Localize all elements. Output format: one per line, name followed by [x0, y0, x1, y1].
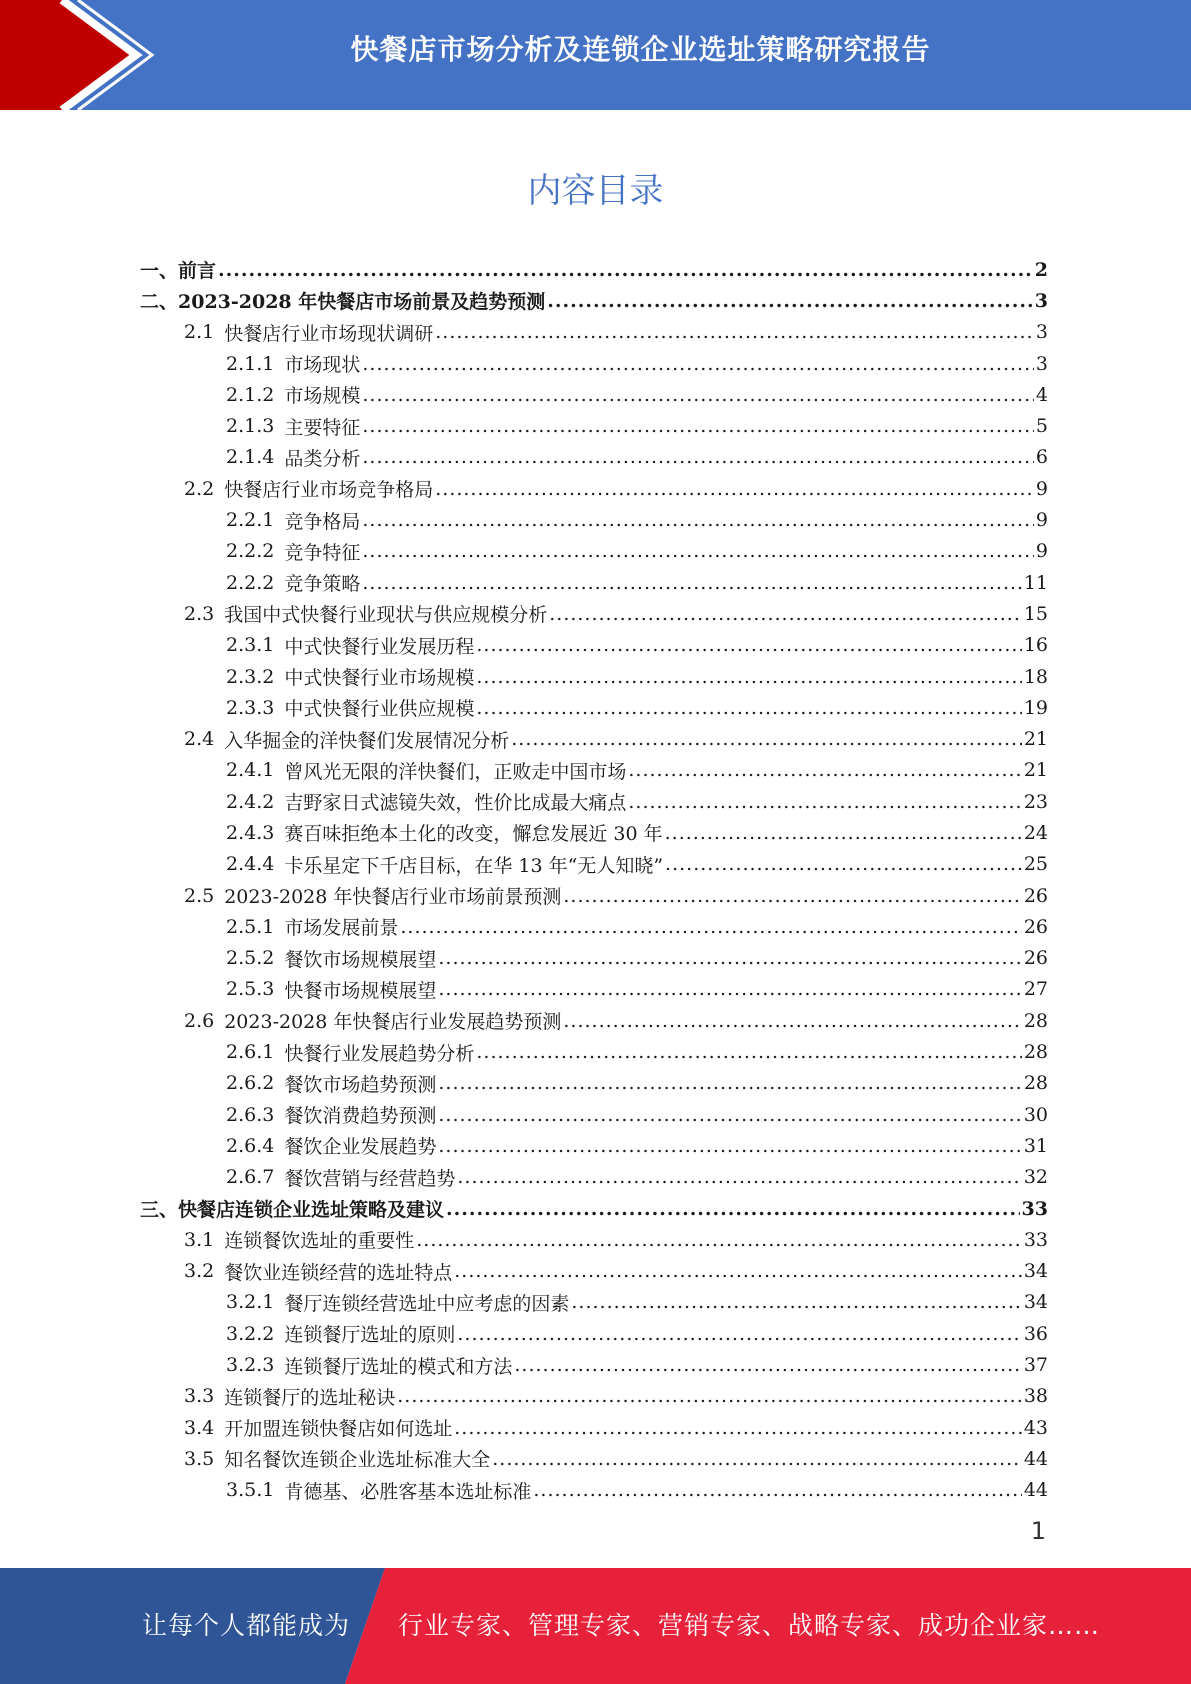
toc-entry-label: 我国中式快餐行业现状与供应规模分析 [224, 604, 548, 627]
toc-entry-number: 2.4.4 [226, 853, 275, 876]
toc-entry[interactable] [140, 442, 1048, 473]
toc-entry-page: 34 [1023, 1291, 1048, 1314]
toc-dot-leader [438, 1072, 1021, 1094]
toc-dot-leader [514, 1354, 1021, 1376]
toc-entry-number: 2.6 [184, 1009, 215, 1032]
toc-entry[interactable] [140, 473, 1048, 504]
toc-dot-leader [665, 822, 1022, 844]
toc-entry-label: 餐饮业连锁经营的选址特点 [224, 1261, 453, 1284]
toc-entry[interactable] [140, 786, 1048, 817]
toc-entry-label: 知名餐饮连锁企业选址标准大全 [224, 1449, 491, 1472]
toc-entry-page: 36 [1023, 1322, 1048, 1345]
toc-entry[interactable] [140, 1349, 1048, 1380]
toc-dot-leader [563, 1010, 1021, 1032]
toc-entry-page: 19 [1023, 696, 1048, 719]
toc-entry-number: 3.2.3 [226, 1354, 275, 1377]
toc-entry[interactable] [140, 1224, 1048, 1255]
toc-entry-label: 餐饮营销与经营趋势 [284, 1167, 456, 1190]
toc-dot-leader [492, 1448, 1022, 1470]
toc-entry-number: 2.6.2 [226, 1072, 275, 1095]
toc-entry-number: 2.3.1 [226, 634, 275, 657]
toc-entry[interactable] [140, 817, 1048, 848]
toc-entry[interactable] [140, 692, 1048, 723]
toc-entry-number: 2.1.3 [226, 415, 275, 438]
toc-entry-page: 28 [1023, 1041, 1048, 1064]
page-header [0, 0, 1191, 110]
toc-entry-page: 11 [1023, 571, 1048, 594]
toc-entry-label: 市场现状 [284, 354, 361, 377]
toc-entry-page: 26 [1023, 884, 1048, 907]
toc-entry[interactable] [140, 974, 1048, 1005]
toc-dot-leader [457, 1323, 1021, 1345]
toc-entry-page: 21 [1023, 728, 1048, 751]
page-footer [0, 1568, 1191, 1684]
toc-entry-page: 3 [1035, 352, 1048, 375]
toc-dot-leader [362, 353, 1034, 375]
toc-entry-label: 餐饮消费趋势预测 [284, 1105, 437, 1128]
toc-dot-leader [533, 1479, 1021, 1501]
toc-entry[interactable] [140, 285, 1048, 316]
toc-entry-number: 2.1 [184, 321, 215, 344]
toc-dot-leader [476, 666, 1021, 688]
toc-entry-label: 餐厅连锁经营选址中应考虑的因素 [284, 1292, 570, 1315]
toc-entry-number: 2.3.2 [226, 665, 275, 688]
toc-entry[interactable] [140, 348, 1048, 379]
toc-entry-label: 市场规模 [284, 385, 361, 408]
toc-entry-label: 餐饮企业发展趋势 [284, 1136, 437, 1159]
toc-dot-leader [628, 759, 1021, 781]
toc-dot-leader [218, 259, 1033, 281]
toc-entry-label: 主要特征 [284, 416, 361, 439]
toc-dot-leader [476, 697, 1021, 719]
toc-entry-number: 2.1.2 [226, 383, 275, 406]
footer-slogan-right: 行业专家、管理专家、营销专家、战略专家、成功企业家…… [398, 1611, 1101, 1640]
toc-entry-label: 快餐店行业市场竞争格局 [224, 479, 434, 502]
toc-entry-number: 3.2 [184, 1260, 215, 1283]
footer-slogan-left: 让每个人都能成为 [142, 1611, 351, 1640]
chevron-fill [0, 0, 136, 110]
toc-entry-page: 38 [1023, 1385, 1048, 1408]
toc-entry-number: 2.4.2 [226, 790, 275, 813]
toc-entry[interactable] [140, 943, 1048, 974]
toc-dot-leader [362, 509, 1034, 531]
toc-entry-label: 竞争策略 [284, 573, 361, 596]
toc-dot-leader [438, 978, 1021, 1000]
toc-entry-page: 26 [1023, 947, 1048, 970]
toc-dot-leader [400, 916, 1021, 938]
toc-entry-page: 9 [1035, 477, 1048, 500]
toc-entry-label: 中式快餐行业供应规模 [284, 698, 475, 721]
toc-entry-label: 餐饮市场规模展望 [284, 948, 437, 971]
toc-entry-number: 2.5.1 [226, 915, 275, 938]
toc-entry-page: 23 [1023, 790, 1048, 813]
toc-entry[interactable] [140, 755, 1048, 786]
toc-dot-leader [362, 540, 1034, 562]
toc-entry-label: 竞争特征 [284, 541, 361, 564]
toc-entry-page: 4 [1035, 383, 1048, 406]
table-of-contents [140, 254, 1048, 1506]
toc-entry-label: 中式快餐行业市场规模 [284, 667, 475, 689]
toc-entry-label: 快餐店行业市场现状调研 [224, 322, 434, 345]
toc-entry-label: 连锁餐厅选址的原则 [284, 1324, 456, 1347]
toc-entry-label: 连锁餐厅的选址秘诀 [224, 1386, 396, 1409]
toc-entry-number: 3.1 [184, 1228, 215, 1251]
toc-entry[interactable] [140, 1036, 1048, 1067]
toc-dot-leader [457, 1166, 1021, 1188]
toc-entry-number: 3.3 [184, 1385, 215, 1408]
toc-entry-label: 市场发展前景 [284, 917, 399, 940]
toc-entry-label: 三、快餐店连锁企业选址策略及建议 [140, 1199, 445, 1222]
toc-entry[interactable] [140, 1193, 1048, 1224]
toc-entry-number: 3.4 [184, 1416, 215, 1439]
toc-entry[interactable] [140, 1475, 1048, 1506]
red-chevron-icon [0, 0, 160, 110]
toc-dot-leader [571, 1291, 1021, 1313]
toc-entry-number: 2.4 [184, 728, 215, 751]
toc-entry-number: 3.2.2 [226, 1322, 275, 1345]
toc-entry-page: 31 [1023, 1134, 1048, 1157]
toc-entry-page: 26 [1023, 915, 1048, 938]
toc-entry-label: 连锁餐厅选址的模式和方法 [284, 1355, 513, 1378]
toc-entry-page: 9 [1035, 540, 1048, 563]
toc-entry-number: 2.6.4 [226, 1134, 275, 1157]
toc-entry-label: 一、前言 [140, 260, 217, 283]
toc-entry-page: 18 [1023, 665, 1048, 688]
toc-entry-label: 品类分析 [284, 447, 361, 470]
toc-entry-page: 21 [1023, 759, 1048, 782]
toc-dot-leader [438, 947, 1021, 969]
toc-entry-number: 2.6.3 [226, 1103, 275, 1126]
toc-entry-label: 快餐市场规模展望 [284, 979, 437, 1002]
toc-entry[interactable] [140, 1443, 1048, 1474]
toc-dot-leader [476, 1041, 1021, 1063]
toc-entry-page: 25 [1023, 853, 1048, 876]
toc-dot-leader [362, 572, 1021, 594]
toc-entry-number: 2.2.2 [226, 540, 275, 563]
toc-entry[interactable] [140, 1099, 1048, 1130]
toc-entry[interactable] [140, 1287, 1048, 1318]
toc-entry-page: 16 [1023, 634, 1048, 657]
toc-entry-number: 2.3.3 [226, 696, 275, 719]
toc-entry-number: 2.5.3 [226, 978, 275, 1001]
toc-entry-number: 2.5 [184, 884, 215, 907]
toc-dot-leader [454, 1417, 1022, 1439]
toc-dot-leader [665, 853, 1022, 875]
toc-entry[interactable] [140, 1162, 1048, 1193]
toc-entry-number: 2.1.1 [226, 352, 275, 375]
toc-entry-label: 竞争格局 [284, 510, 361, 533]
toc-entry-page: 27 [1023, 978, 1048, 1001]
toc-dot-leader [511, 728, 1022, 750]
toc-entry[interactable] [140, 1005, 1048, 1036]
toc-entry-label: 快餐行业发展趋势分析 [284, 1042, 475, 1065]
toc-entry[interactable] [140, 849, 1048, 880]
toc-entry-page: 37 [1023, 1354, 1048, 1377]
toc-dot-leader [563, 885, 1021, 907]
toc-dot-leader [446, 1198, 1020, 1220]
toc-entry-page: 3 [1034, 289, 1048, 312]
toc-entry-number: 2.1.4 [226, 446, 275, 469]
toc-entry[interactable] [140, 1318, 1048, 1349]
toc-dot-leader [438, 1104, 1021, 1126]
toc-entry[interactable] [140, 1412, 1048, 1443]
toc-entry[interactable] [140, 723, 1048, 754]
toc-entry[interactable] [140, 567, 1048, 598]
toc-entry[interactable] [140, 504, 1048, 535]
toc-heading: 内容目录 [527, 171, 664, 211]
toc-entry[interactable] [140, 1256, 1048, 1287]
toc-entry-label: 吉野家日式滤镜失效，性价比成最大痛点 [284, 792, 627, 815]
toc-entry-label: 中式快餐行业发展历程 [284, 635, 475, 658]
toc-entry[interactable] [140, 1068, 1048, 1099]
toc-entry-page: 3 [1035, 321, 1048, 344]
toc-entry[interactable] [140, 254, 1048, 285]
toc-entry-page: 2 [1034, 258, 1048, 281]
toc-entry-label: 曾风光无限的洋快餐们，正败走中国市场 [284, 760, 627, 783]
toc-entry[interactable] [140, 911, 1048, 942]
toc-entry-number: 2.4.3 [226, 821, 275, 844]
toc-entry-number: 3.2.1 [226, 1291, 275, 1314]
toc-entry-number: 2.2.1 [226, 509, 275, 532]
toc-dot-leader [628, 791, 1021, 813]
page-number: 1 [1030, 1517, 1046, 1545]
toc-entry-label: 餐饮市场趋势预测 [284, 1073, 437, 1096]
toc-entry-label: 卡乐星定下千店目标，在华 13 年“无人知晓” [284, 854, 664, 877]
toc-entry-number: 2.3 [184, 602, 215, 625]
toc-dot-leader [438, 1135, 1021, 1157]
toc-entry[interactable] [140, 379, 1048, 410]
toc-dot-leader [397, 1385, 1022, 1407]
toc-dot-leader [362, 384, 1034, 406]
toc-entry[interactable] [140, 536, 1048, 567]
toc-entry-page: 24 [1023, 821, 1048, 844]
toc-entry-page: 33 [1023, 1228, 1048, 1251]
toc-entry-page: 30 [1023, 1103, 1048, 1126]
report-title: 快餐店市场分析及连锁企业选址策略研究报告 [350, 33, 931, 66]
toc-dot-leader [416, 1229, 1022, 1251]
toc-entry-page: 28 [1023, 1072, 1048, 1095]
toc-dot-leader [362, 415, 1034, 437]
toc-entry-number: 2.6.1 [226, 1041, 275, 1064]
toc-dot-leader [547, 290, 1033, 312]
toc-entry[interactable] [140, 317, 1048, 348]
toc-entry-label: 2023-2028 年快餐店行业发展趋势预测 [224, 1011, 562, 1034]
toc-entry[interactable] [140, 880, 1048, 911]
toc-dot-leader [454, 1260, 1022, 1282]
toc-entry-label: 2023-2028 年快餐店行业市场前景预测 [224, 886, 562, 909]
toc-dot-leader [549, 603, 1022, 625]
toc-entry-page: 6 [1035, 446, 1048, 469]
toc-entry[interactable] [140, 1381, 1048, 1412]
toc-entry-label: 开加盟连锁快餐店如何选址 [224, 1418, 453, 1441]
toc-entry-number: 2.6.7 [226, 1166, 275, 1189]
toc-entry-page: 34 [1023, 1260, 1048, 1283]
toc-entry-number: 2.2 [184, 477, 215, 500]
toc-entry-page: 9 [1035, 509, 1048, 532]
toc-entry-number: 3.5 [184, 1447, 215, 1470]
toc-dot-leader [362, 446, 1034, 468]
toc-entry-label: 连锁餐饮选址的重要性 [224, 1230, 415, 1253]
toc-entry[interactable] [140, 661, 1048, 692]
toc-entry-page: 32 [1023, 1166, 1048, 1189]
toc-entry-page: 44 [1023, 1447, 1048, 1470]
toc-entry-label: 入华掘金的洋快餐们发展情况分析 [224, 729, 510, 752]
toc-entry-page: 44 [1023, 1479, 1048, 1502]
toc-entry[interactable] [140, 630, 1048, 661]
toc-dot-leader [435, 478, 1034, 500]
toc-entry-label: 二、2023-2028 年快餐店市场前景及趋势预测 [140, 291, 546, 314]
toc-entry[interactable] [140, 410, 1048, 441]
toc-entry-number: 3.5.1 [226, 1479, 275, 1502]
toc-entry-page: 5 [1035, 415, 1048, 438]
toc-entry-label: 赛百味拒绝本土化的改变，懈怠发展近 30 年 [284, 823, 663, 846]
toc-entry-page: 28 [1023, 1009, 1048, 1032]
toc-entry[interactable] [140, 598, 1048, 629]
toc-entry-number: 2.2.2 [226, 571, 275, 594]
toc-dot-leader [435, 321, 1034, 343]
toc-entry-page: 43 [1023, 1416, 1048, 1439]
toc-entry-number: 2.4.1 [226, 759, 275, 782]
toc-entry-label: 肯德基、必胜客基本选址标准 [284, 1480, 532, 1503]
toc-entry-number: 2.5.2 [226, 947, 275, 970]
toc-entry-page: 15 [1023, 602, 1048, 625]
toc-entry[interactable] [140, 1130, 1048, 1161]
toc-dot-leader [476, 634, 1021, 656]
toc-entry-page: 33 [1021, 1197, 1048, 1220]
